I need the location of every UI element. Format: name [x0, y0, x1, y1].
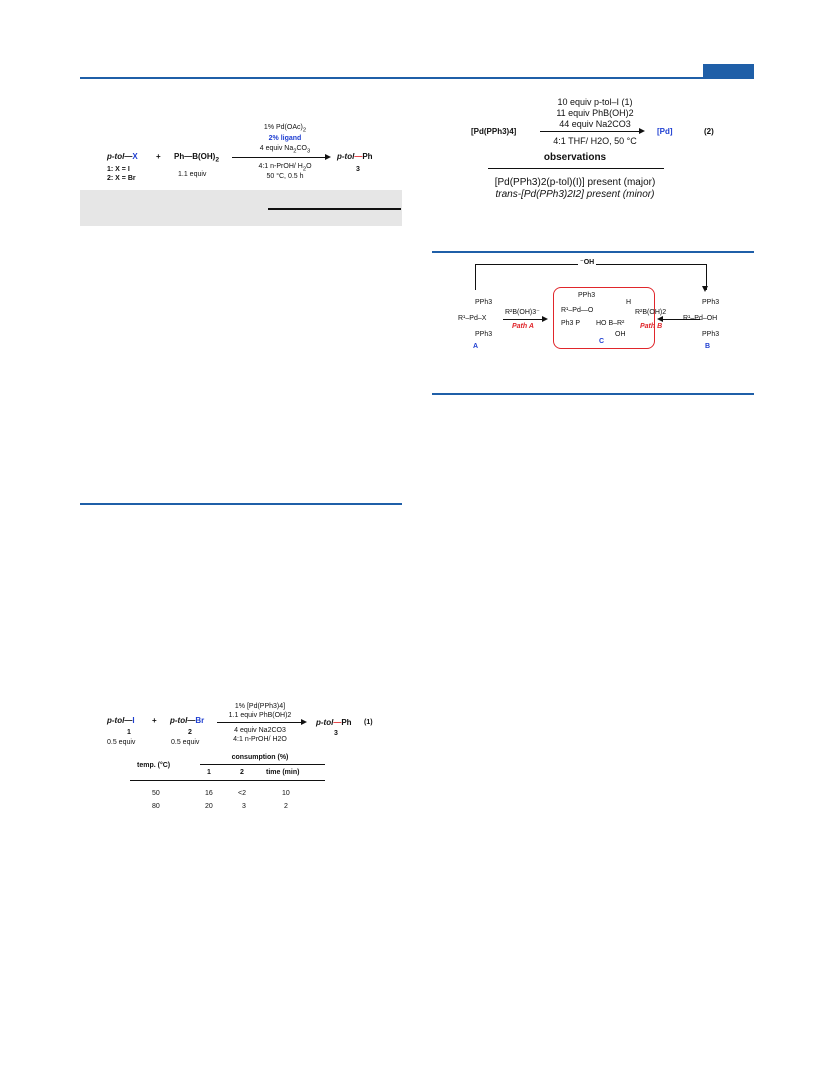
C-label: C: [599, 338, 605, 345]
eq2-above2: 11 equiv PhB(OH)2: [556, 108, 634, 118]
row2-c2: 3: [242, 803, 246, 810]
C-H: H: [626, 299, 632, 306]
eq1-product-label: 3: [334, 730, 338, 737]
col-header-2: 2: [240, 769, 244, 776]
cond-temp: 50 °C, 0.5 h: [266, 173, 304, 180]
eq1-plus: +: [152, 716, 157, 725]
left-section-rule: [80, 503, 402, 505]
reactant2: $Ph—B(OH)_2$: [174, 152, 220, 164]
pathA-label: Path A: [512, 323, 534, 330]
eq1-reactant2: p-tol—Br: [170, 716, 205, 725]
observation-major: [Pd(PPh3)2(p-tol)(I)] present (major): [494, 177, 656, 188]
reactant2-equiv: 1.1 equiv: [178, 171, 207, 178]
hydroxide-arrowhead: [702, 286, 708, 292]
eq1-arrow: [217, 722, 301, 723]
eq1-reactant1-equiv: 0.5 equiv: [107, 739, 136, 746]
cond-catalyst: 1% $Pd(OAc)_2$: [263, 124, 307, 134]
row2-time: 2: [284, 803, 288, 810]
B-label: B: [705, 343, 711, 350]
eq1-arrowhead: [301, 719, 307, 725]
reaction-arrowhead: [325, 154, 331, 160]
eq1-cond4: 4:1 n-PrOH/ H2O: [233, 736, 287, 743]
hydroxide-label: ⁻OH: [580, 259, 595, 266]
eq1-product: p-tol—Ph: [316, 718, 352, 727]
pathB-label: Path B: [640, 323, 663, 330]
eq1-number: (1): [364, 719, 373, 726]
C-top: PPh3: [578, 292, 596, 299]
eq2-above3: 44 equiv Na2CO3: [559, 119, 631, 129]
cond-solvent: 4:1 n-PrOH/ $H_2O$: [258, 163, 312, 173]
eq1-reactant1: p-tol—I: [107, 716, 135, 725]
cond-ligand: 2% ligand: [268, 135, 302, 142]
observations-rule: [488, 168, 664, 169]
eq2-reactant: [Pd(PPh3)4]: [471, 127, 517, 136]
col-header-1: 1: [207, 769, 211, 776]
C-line3: HO B–R²: [596, 320, 625, 327]
observations-header: observations: [543, 152, 607, 163]
C-line2: Ph3 P: [561, 320, 581, 327]
eq1-cond1: 1% [Pd(PPh3)4]: [234, 703, 286, 710]
eq1-cond3: 4 equiv Na2CO3: [234, 727, 286, 734]
cond-base: 4 equiv $Na_2CO_3$: [259, 145, 311, 155]
reactant1-label-i: 1: X = I: [107, 166, 130, 173]
row1-c2: <2: [238, 790, 246, 797]
row2-temp: 80: [152, 803, 160, 810]
col-group-consumption: consumption (%): [231, 754, 289, 761]
pathA-arrowhead: [542, 316, 548, 322]
eq2-arrowhead: [639, 128, 645, 134]
eq1-reactant1-label: 1: [127, 729, 131, 736]
product-label: 3: [356, 166, 360, 173]
B-top: PPh3: [702, 299, 720, 306]
pathA-arrow: [503, 319, 542, 320]
eq2-number: (2): [704, 127, 714, 136]
col-header-temp: temp. (°C): [137, 762, 171, 769]
band-rule: [268, 208, 401, 210]
header-rule-table: [130, 780, 325, 781]
header-tab: [703, 64, 754, 77]
A-label: A: [473, 343, 479, 350]
pathB-reagent: R²B(OH)2: [635, 309, 667, 316]
eq1-reactant2-equiv: 0.5 equiv: [171, 739, 200, 746]
observation-minor: trans-[Pd(PPh3)2I2] present (minor): [495, 189, 655, 200]
reactant1-label-br: 2: X = Br: [107, 175, 136, 182]
A-bottom: PPh3: [475, 331, 493, 338]
product: p-tol—Ph: [337, 152, 373, 161]
eq1-cond2: 1.1 equiv PhB(OH)2: [228, 712, 292, 719]
header-rule: [80, 77, 754, 79]
C-OH: OH: [615, 331, 626, 338]
col-header-time: time (min): [266, 769, 300, 776]
eq2-above1: 10 equiv p-tol–I (1): [557, 97, 633, 107]
plus-sign: +: [156, 152, 161, 161]
reaction-arrow: [232, 157, 325, 158]
C-line1: R¹–Pd—O: [561, 307, 594, 314]
eq2-arrow: [540, 131, 639, 132]
B-bottom: PPh3: [702, 331, 720, 338]
B-center: R¹–Pd–OH: [683, 315, 718, 322]
A-top: PPh3: [475, 299, 493, 306]
reactant1: p-tol—X: [107, 152, 138, 161]
row2-c1: 20: [205, 803, 213, 810]
A-center: R¹–Pd–X: [458, 315, 487, 322]
eq1-reactant2-label: 2: [188, 729, 192, 736]
row1-time: 10: [282, 790, 290, 797]
eq2-product: [Pd]: [657, 127, 673, 136]
mechanism-top-rule: [432, 251, 754, 253]
mechanism-bottom-rule: [432, 393, 754, 395]
row1-c1: 16: [205, 790, 213, 797]
pathA-reagent: R²B(OH)3⁻: [505, 309, 540, 316]
eq2-below: 4:1 THF/ H2O, 50 °C: [553, 136, 637, 146]
row1-temp: 50: [152, 790, 160, 797]
group-rule: [200, 764, 325, 765]
